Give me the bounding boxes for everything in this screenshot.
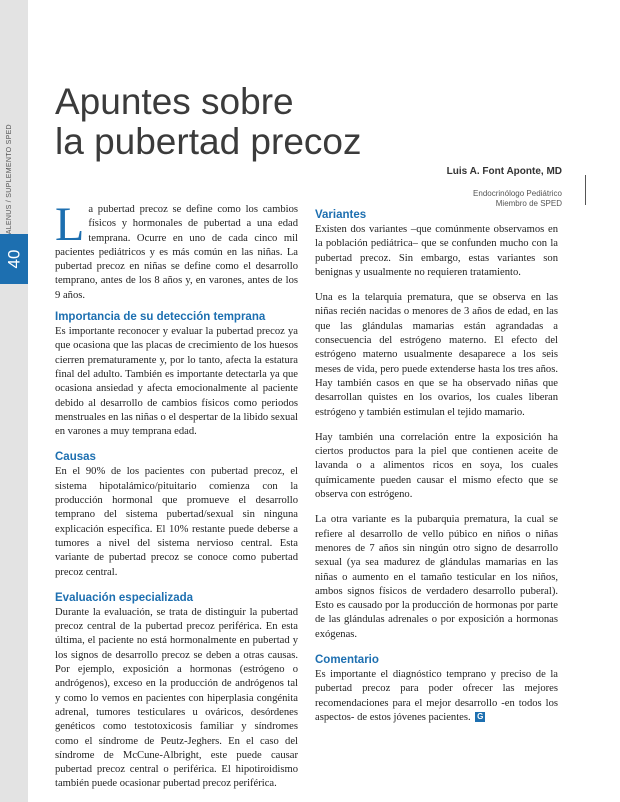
paragraph-variantes-4: La otra variante es la pubarquia prematura, la cual se refiere al desarrollo de vello púbico en niños o niñas menores de 7 años sin ningún otro signo de desarrollo sexual (ya sea madurez de glándulas mamarias en las niñas o aumento en el tamaño testicular en los niños, ambos signos físicos de verdadero desarrollo puberal). Esto es causado por la producción de hormonas por parte de las glándulas adrenales o por exposición a hormonas exógenas. <box>315 514 558 640</box>
paragraph-importancia: Es importante reconocer y evaluar la pubertad precoz ya que ocasiona que las placas de crecimiento de los huesos cierren prematuramente y, por lo tanto, afecta la estatura final del adulto. También es importante detectarla ya que ocasiona ansiedad y afecta emocionalmente al paciente debido al desarrollo de cambios físicos como periodos menstruales en las niñas o el despertar de la libido sexual en varones a muy temprana edad. <box>55 326 298 438</box>
heading-comentario: Comentario <box>315 654 379 667</box>
page-number: 40 <box>3 249 23 269</box>
right-column <box>315 203 558 725</box>
paragraph-variantes-2: Una es la telarquia prematura, que se observa en las niñas recién nacidas o menores de 3 años de edad, en las que las glándulas mamarias están agrandadas a consecuencia del estrógeno materno. El efecto del estrógeno materno usualmente desaparece a los seis meses de vida, pero puede extenderse hasta los tres años. Hay también casos en que se ha observado niñas que desarrollan quistes en los ovarios, los cuales liberan estrógeno y también estimulan el tejido mamario. <box>315 292 558 418</box>
heading-evaluacion: Evaluación especializada <box>55 591 194 604</box>
author-name: Luis A. Font Aponte, MD <box>446 166 562 177</box>
intro-paragraph <box>55 198 298 303</box>
author-divider <box>585 175 586 205</box>
comentario-text: Es importante el diagnóstico temprano y preciso de la pubertad precoz para poder ofrecer las mejores recomendaciones para el mejor desarrollo -en todos los aspectos- de estos jóvenes pacientes. <box>315 669 558 723</box>
author-affiliation: Miembro de SPED <box>495 199 562 208</box>
article-title <box>55 82 361 162</box>
title-line-1: Apuntes sobre <box>55 81 294 122</box>
title-line-2: la pubertad precoz <box>55 121 362 162</box>
paragraph-evaluacion: Durante la evaluación, se trata de distinguir la pubertad precoz central de la pubertad precoz periférica. En esta última, el paciente no está hormonalmente en pubertad y los signos de desarrollo precoz se deben a otras causas. Por ejemplo, exposición a hormonas (estrógeno o andrógenos), exceso en la producción de andrógenos tal y como lo vemos en pacientes con hiperplasia congénita adrenal, tumores testiculares u ováricos, desórdenes genéticos como testotoxicosis familiar y síndromes como el síndrome de Peutz-Jeghers. En el caso del síndrome de McCune-Albright, este puede causar pubertad precoz central o periférica. El hipotiroidismo también puede ocasionar pubertad precoz periférica. <box>55 606 298 790</box>
intro-text: a pubertad precoz se define como los cambios físicos y hormonales de pubertad a una edad temprana. Ocurre en uno de cada cinco mil pacientes pediátricos y es más común en las niñas. La pubertad precoz en niñas se define como el desarrollo temprano, antes de los 8 años y, en varones, antes de los 9 años. <box>55 204 298 301</box>
page-number-tab <box>0 234 28 284</box>
paragraph-variantes-1: Existen dos variantes –que comúnmente observamos en la población pediátrica– que se confunden mucho con la pubertad precoz. Sin embargo, estas variantes son benignas y usualmente no requieren tratamiento. <box>315 224 558 278</box>
paragraph-comentario <box>315 668 558 725</box>
left-column <box>55 198 298 792</box>
paragraph-variantes-3: Hay también una correlación entre la exposición ha ciertos productos para la piel que contienen aceite de lavanda o a alimentos ricos en soya, los cuales químicamente pueden causar el mismo efecto que se observa con estrógeno. <box>315 431 558 501</box>
heading-causas: Causas <box>55 451 96 464</box>
heading-importancia: Importancia de su detección temprana <box>55 311 266 324</box>
side-margin <box>0 0 28 802</box>
paragraph-causas: En el 90% de los pacientes con pubertad precoz, el sistema hipotalámico/pituitario comienza con la producción hormonal que promueve el desarrollo temprano del sistema pubertad/sexual sin ninguna explicación específica. El 10% restante puede deberse a tumores a nivel del sistema nervioso central. Esta variante de pubertad precoz se conoce como pubertad precoz central. <box>55 466 298 578</box>
heading-variantes: Variantes <box>315 209 367 221</box>
drop-cap: L <box>55 198 85 251</box>
end-mark-icon: G <box>477 712 484 722</box>
author-role: Endocrinólogo Pediátrico <box>473 189 562 198</box>
